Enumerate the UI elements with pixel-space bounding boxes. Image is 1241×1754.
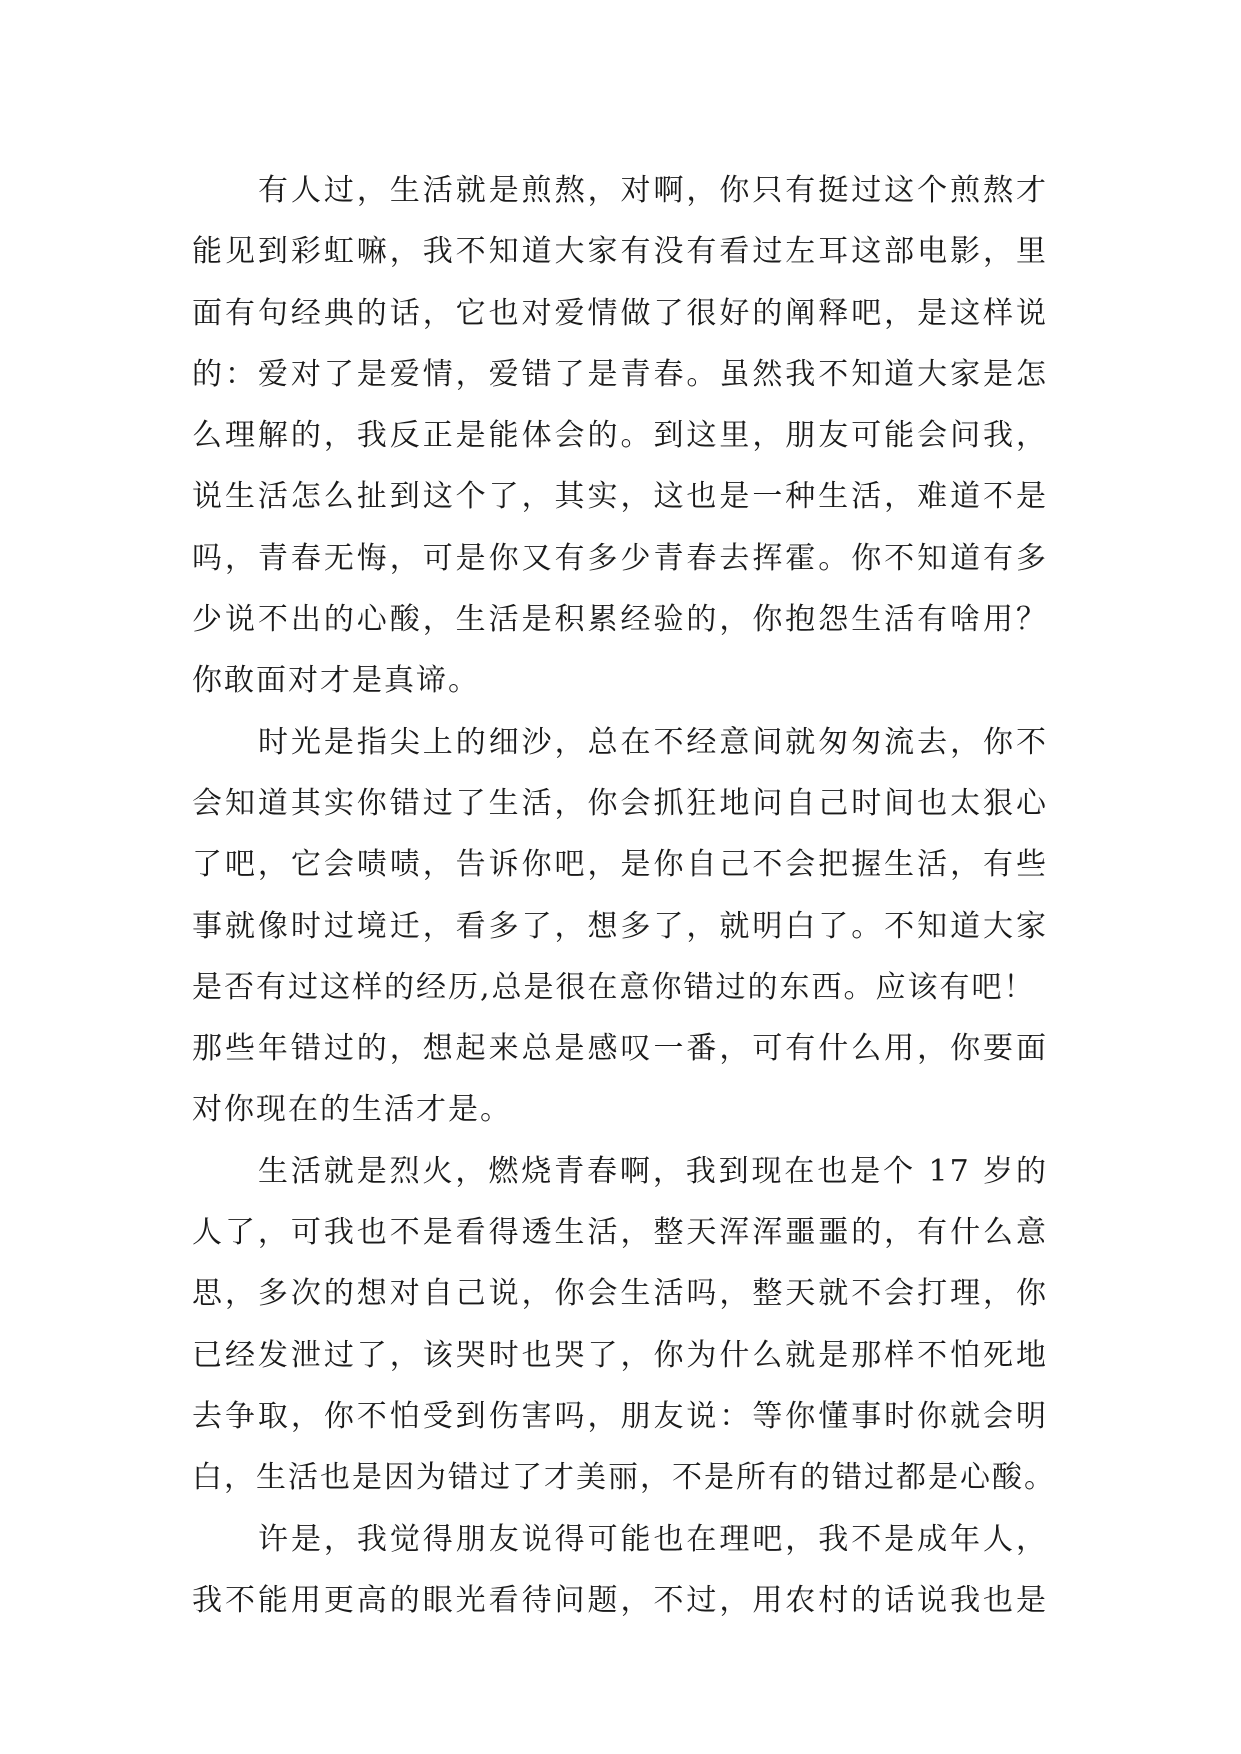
- text-line: 那些年错过的，想起来总是感叹一番，可有什么用，你要面: [192, 1031, 1048, 1067]
- text-line: 已经发泄过了，该哭时也哭了，你为什么就是那样不怕死地: [192, 1337, 1048, 1373]
- text-line: 少说不出的心酸，生活是积累经验的，你抱怨生活有啥用？: [192, 602, 1048, 638]
- paragraph-2: [192, 712, 1048, 1141]
- text-line: 有人过，生活就是煎熬，对啊，你只有挺过这个煎熬才: [258, 173, 1048, 208]
- text-line: 了吧，它会啧啧，告诉你吧，是你自己不会把握生活，有些: [192, 847, 1048, 883]
- text-line: 时光是指尖上的细沙，总在不经意间就匆匆流去，你不: [258, 724, 1048, 760]
- text-line: 面有句经典的话，它也对爱情做了很好的阐释吧，是这样说: [192, 295, 1048, 331]
- text-line: 说生活怎么扯到这个了，其实，这也是一种生活，难道不是: [192, 479, 1048, 515]
- text-line: 么理解的，我反正是能体会的。到这里，朋友可能会问我，: [192, 418, 1048, 454]
- document-body: [192, 160, 1056, 1631]
- text-line: 对你现在的生活才是。: [192, 1092, 512, 1128]
- text-line: 许是，我觉得朋友说得可能也在理吧，我不是成年人，: [258, 1521, 1048, 1557]
- text-line: 能见到彩虹嘛，我不知道大家有没有看过左耳这部电影，里: [192, 234, 1048, 270]
- text-line: 的：爱对了是爱情，爱错了是青春。虽然我不知道大家是怎: [192, 356, 1048, 392]
- text-line: 思，多次的想对自己说，你会生活吗，整天就不会打理，你: [192, 1276, 1048, 1312]
- text-line: 生活就是烈火，燃烧青春啊，我到现在也是个 17 岁的: [258, 1153, 1048, 1189]
- text-line: 会知道其实你错过了生活，你会抓狂地问自己时间也太狠心: [192, 785, 1048, 821]
- text-line: 人了，可我也不是看得透生活，整天浑浑噩噩的，有什么意: [192, 1215, 1048, 1251]
- paragraph-4: [192, 1509, 1048, 1632]
- text-line: 白，生活也是因为错过了才美丽，不是所有的错过都是心酸。: [192, 1460, 1056, 1496]
- text-line: 事就像时过境迁，看多了，想多了，就明白了。不知道大家: [192, 908, 1048, 944]
- text-line: 你敢面对才是真谛。: [192, 663, 480, 699]
- paragraph-1: [192, 160, 1048, 712]
- text-line: 去争取，你不怕受到伤害吗，朋友说：等你懂事时你就会明: [192, 1398, 1048, 1434]
- text-line: 吗，青春无悔，可是你又有多少青春去挥霍。你不知道有多: [192, 540, 1048, 576]
- text-line: 是否有过这样的经历,总是很在意你错过的东西。应该有吧！: [192, 969, 1036, 1005]
- text-line: 我不能用更高的眼光看待问题，不过，用农村的话说我也是: [192, 1582, 1048, 1618]
- paragraph-3: [192, 1141, 1056, 1509]
